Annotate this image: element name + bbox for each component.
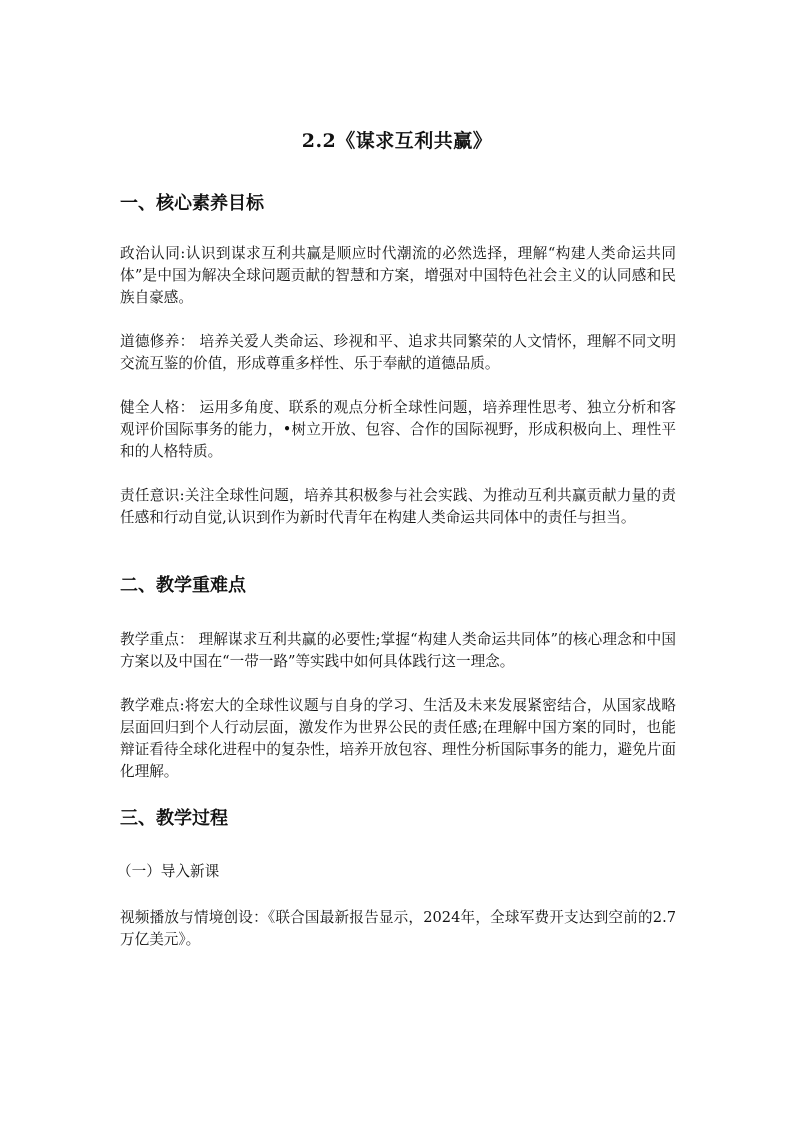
paragraph-political-identity: 政治认同:认识到谋求互利共赢是顺应时代潮流的必然选择，理解“构建人类命运共同体”是中国为解决全球问题贡献的智慧和方案，增强对中国特色社会主义的认同感和民族自豪感。	[120, 245, 676, 306]
paragraph-sense-of-responsibility: 责任意识:关注全球性问题，培养其积极参与社会实践、为推动互利共赢贡献力量的责任感和行动自觉,认识到作为新时代青年在构建人类命运共同体中的责任与担当。	[120, 487, 676, 526]
section-heading-key-difficulties: 二、教学重难点	[120, 575, 246, 596]
section-heading-core-goals: 一、核心素养目标	[120, 193, 264, 214]
subheading-introduction: （一）导入新课	[117, 863, 220, 880]
paragraph-video-scenario: 视频播放与情境创设：《联合国最新报告显示，2024年，全球军费开支达到空前的2.7万亿美元》。	[120, 909, 676, 948]
paragraph-sound-personality: 健全人格： 运用多角度、联系的观点分析全球性问题，培养理性思考、独立分析和客观评价国际事务的能力，•树立开放、包容、合作的国际视野，形成积极向上、理性平和的人格特质。	[120, 399, 676, 460]
paragraph-teaching-difficulty: 教学难点:将宏大的全球性议题与自身的学习、生活及未来发展紧密结合，从国家战略层面回归到个人行动层面，激发作为世界公民的责任感;在理解中国方案的同时，也能辩证看待全球化进程中的复杂性，培养开放包容、理性分析国际事务的能力，避免片面化理解。	[120, 697, 676, 780]
section-heading-teaching-process: 三、教学过程	[120, 808, 228, 829]
paragraph-teaching-focus: 教学重点： 理解谋求互利共赢的必要性;掌握“构建人类命运共同体”的核心理念和中国方案以及中国在“一带一路”等实践中如何具体践行这一理念。	[120, 631, 676, 670]
paragraph-moral-cultivation: 道德修养： 培养关爱人类命运、珍视和平、追求共同繁荣的人文情怀，理解不同文明交流互鉴的价值，形成尊重多样性、乐于奉献的道德品质。	[120, 333, 676, 372]
document-title: 2.2《谋求互利共赢》	[301, 130, 493, 152]
